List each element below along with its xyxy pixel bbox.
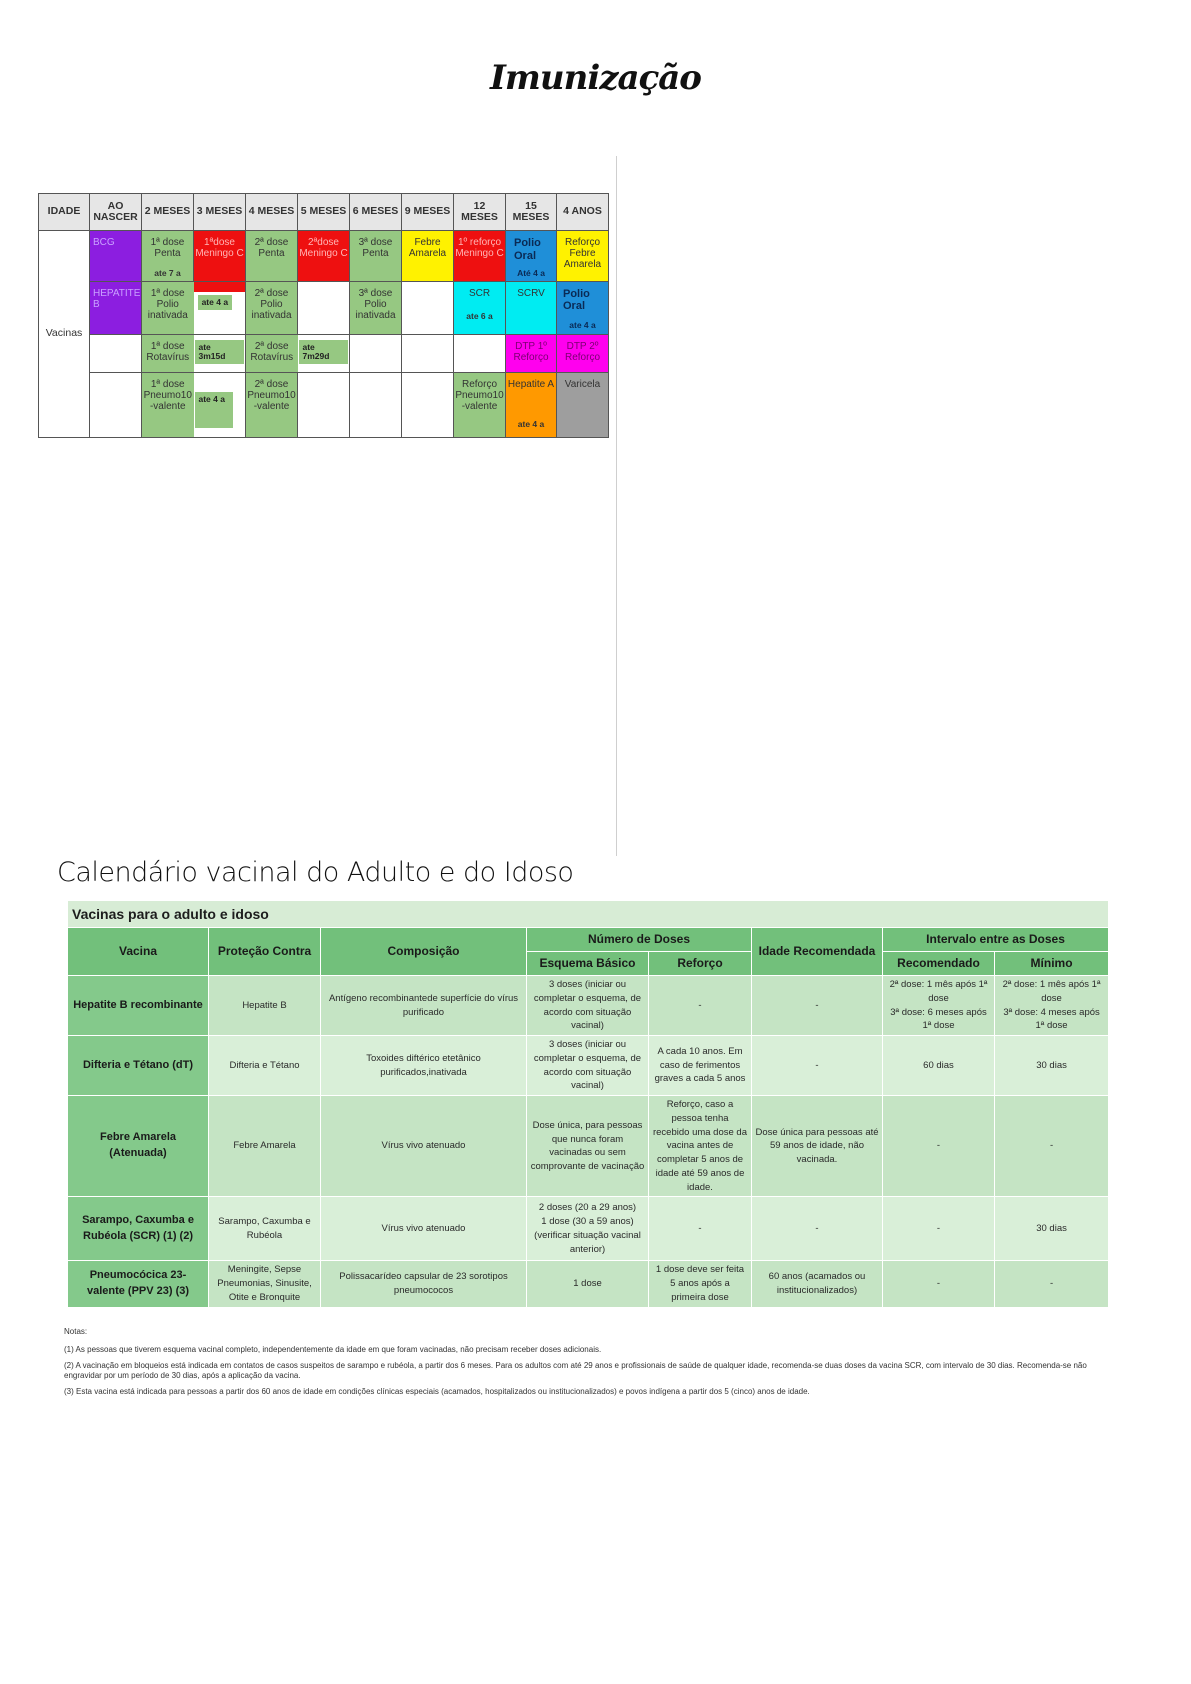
cell-idade: - (752, 1036, 883, 1096)
schedule-row-1 (39, 231, 609, 282)
adult-vaccine-table (67, 900, 1109, 1308)
cell-febre-amarela: Febre Amarela (402, 231, 454, 282)
cell-pneumo-reforco: Reforço Pneumo10 -valente (454, 373, 506, 438)
cell-pneumo-2: 2ª dose Pneumo10 -valente (246, 373, 298, 438)
table-row (68, 1261, 1109, 1307)
header-9-meses: 9 MESES (402, 194, 454, 231)
note-2: (2) A vacinação em bloqueios está indicada em contatos de casos suspeitos de sarampo e rubéola, a partir dos 6 meses. Para os adultos com até 29 anos e profissionais de saúde de qualquer idade, recomenda-se duas doses da vacina SCR, com intervalo de 30 dias. Recomenda-se não engravidar por um período de 30 dias, após a aplicação da vacina. (64, 1360, 1087, 1381)
cell-empty-5m-r4 (298, 373, 350, 438)
rotavirus-2-limit: ate 7m29d (298, 339, 350, 366)
header-15-meses: 15 MESES (506, 194, 557, 231)
cell-empty-9m-r2 (402, 282, 454, 335)
cell-reforco: A cada 10 anos. Em caso de ferimentos graves a cada 5 anos (649, 1036, 752, 1096)
notes-title: Notas: (64, 1327, 88, 1336)
notes (64, 1327, 1124, 1403)
cell-empty-nascer-r3 (90, 334, 142, 372)
table-row (68, 1036, 1109, 1096)
cell-polio-3: 3ª dose Polio inativada (350, 282, 402, 335)
cell-minimo: 30 dias (995, 1197, 1109, 1261)
cell-recomendado: - (883, 1096, 995, 1197)
cell-protecao: Difteria e Tétano (209, 1036, 321, 1096)
rotavirus-1-limit: ate 3m15d (194, 339, 246, 366)
cell-protecao: Meningite, Sepse Pneumonias, Sinusite, Otite e Bronquite (209, 1261, 321, 1307)
cell-rotavirus-1: 1ª dose Rotavírus ate 3m15d (142, 334, 246, 372)
cell-dtp-2: DTP 2º Reforço (557, 334, 609, 372)
cell-scrv: SCRV (506, 282, 557, 335)
schedule-row-3 (39, 334, 609, 372)
cell-composicao: Toxoides diftérico etetânico purificados,inativada (321, 1036, 527, 1096)
child-vaccine-schedule (38, 193, 609, 438)
cell-composicao: Polissacarídeo capsular de 23 sorotipos pneumococos (321, 1261, 527, 1307)
col-idade: Idade Recomendada (752, 928, 883, 976)
table-row (68, 1197, 1109, 1261)
cell-polio-oral-1: Polio Oral Até 4 a (506, 231, 557, 282)
cell-vacina: Difteria e Tétano (dT) (68, 1036, 209, 1096)
cell-empty-9m-r3 (402, 334, 454, 372)
pneumo-1-limit: ate 4 a (194, 391, 234, 429)
cell-esquema: 3 doses (iniciar ou completar o esquema, de acordo com situação vacinal) (527, 1036, 649, 1096)
cell-composicao: Vírus vivo atenuado (321, 1096, 527, 1197)
cell-esquema: 1 dose (527, 1261, 649, 1307)
cell-vacina: Febre Amarela (Atenuada) (68, 1096, 209, 1197)
col-reforco: Reforço (649, 952, 752, 976)
cell-penta-2: 2ª dose Penta (246, 231, 298, 282)
cell-dtp-1: DTP 1º Reforço (506, 334, 557, 372)
header-6-meses: 6 MESES (350, 194, 402, 231)
header-4-meses: 4 MESES (246, 194, 298, 231)
header-4-anos: 4 ANOS (557, 194, 609, 231)
adult-section-heading: Calendário vacinal do Adulto e do Idoso (57, 857, 574, 888)
cell-empty-nascer-r4 (90, 373, 142, 438)
cell-scr: SCR ate 6 a (454, 282, 506, 335)
polio-1-limit: ate 4 a (197, 294, 233, 311)
cell-composicao: Vírus vivo atenuado (321, 1197, 527, 1261)
cell-empty-6m-r4 (350, 373, 402, 438)
cell-idade: - (752, 976, 883, 1036)
cell-esquema: Dose única, para pessoas que nunca foram vacinadas ou sem comprovante de vacinação (527, 1096, 649, 1197)
schedule-header-row (39, 194, 609, 231)
cell-minimo: 2ª dose: 1 mês após 1ª dose 3ª dose: 4 meses após 1ª dose (995, 976, 1109, 1036)
cell-minimo: 30 dias (995, 1036, 1109, 1096)
cell-reforco: - (649, 976, 752, 1036)
cell-empty-12m-r3 (454, 334, 506, 372)
cell-reforco: 1 dose deve ser feita 5 anos após a primeira dose (649, 1261, 752, 1307)
cell-reforco-febre: Reforço Febre Amarela (557, 231, 609, 282)
cell-vacina: Pneumocócica 23-valente (PPV 23) (3) (68, 1261, 209, 1307)
col-composicao: Composição (321, 928, 527, 976)
col-esquema: Esquema Básico (527, 952, 649, 976)
table-row (68, 976, 1109, 1036)
cell-recomendado: 60 dias (883, 1036, 995, 1096)
cell-idade: Dose única para pessoas até 59 anos de idade, não vacinada. (752, 1096, 883, 1197)
cell-esquema: 2 doses (20 a 29 anos) 1 dose (30 a 59 anos) (verificar situação vacinal anterior) (527, 1197, 649, 1261)
adult-table-caption: Vacinas para o adulto e idoso (68, 901, 1109, 928)
cell-empty-6m-r3 (350, 334, 402, 372)
cell-empty-5m-r2 (298, 282, 350, 335)
cell-polio-oral-2: Polio Oral ate 4 a (557, 282, 609, 335)
cell-varicela: Varicela (557, 373, 609, 438)
cell-penta-1: 1ª dose Penta ate 7 a (142, 231, 194, 282)
cell-meningo-2: 2ªdose Meningo C (298, 231, 350, 282)
schedule-row-2 (39, 282, 609, 335)
col-vacina: Vacina (68, 928, 209, 976)
cell-recomendado: - (883, 1197, 995, 1261)
column-divider (616, 156, 617, 856)
cell-minimo: - (995, 1096, 1109, 1197)
cell-hepatite-b: HEPATITE B (90, 282, 142, 335)
header-idade: IDADE (39, 194, 90, 231)
note-3: (3) Esta vacina está indicada para pessoas a partir dos 60 anos de idade em condições clínicas especiais (acamados, hospitalizados ou institucionalizados) e povos indígena a partir dos 5 (cinco) anos de idade. (64, 1387, 810, 1397)
col-protecao: Proteção Contra (209, 928, 321, 976)
header-3-meses: 3 MESES (194, 194, 246, 231)
page-title: Imunização (490, 58, 701, 98)
cell-penta-3: 3ª dose Penta (350, 231, 402, 282)
cell-recomendado: 2ª dose: 1 mês após 1ª dose 3ª dose: 6 meses após 1ª dose (883, 976, 995, 1036)
cell-reforco: Reforço, caso a pessoa tenha recebido uma dose da vacina antes de completar 5 anos de idade até 59 anos de idade. (649, 1096, 752, 1197)
cell-composicao: Antígeno recombinantede superfície do vírus purificado (321, 976, 527, 1036)
header-5-meses: 5 MESES (298, 194, 350, 231)
cell-pneumo-1: 1ª dose Pneumo10 -valente ate 4 a (142, 373, 246, 438)
header-ao-nascer: AO NASCER (90, 194, 142, 231)
table-row (68, 1096, 1109, 1197)
cell-empty-9m-r4 (402, 373, 454, 438)
col-numero-doses: Número de Doses (527, 928, 752, 952)
cell-protecao: Febre Amarela (209, 1096, 321, 1197)
cell-vacina: Sarampo, Caxumba e Rubéola (SCR) (1) (2) (68, 1197, 209, 1261)
col-recomendado: Recomendado (883, 952, 995, 976)
schedule-row-4 (39, 373, 609, 438)
cell-protecao: Hepatite B (209, 976, 321, 1036)
col-intervalo: Intervalo entre as Doses (883, 928, 1109, 952)
cell-vacina: Hepatite B recombinante (68, 976, 209, 1036)
cell-idade: 60 anos (acamados ou institucionalizados) (752, 1261, 883, 1307)
cell-rotavirus-2: 2ª dose Rotavírus ate 7m29d (246, 334, 350, 372)
cell-hepatite-a: Hepatite A ate 4 a (506, 373, 557, 438)
header-2-meses: 2 MESES (142, 194, 194, 231)
cell-polio-2: 2ª dose Polio inativada (246, 282, 298, 335)
cell-protecao: Sarampo, Caxumba e Rubéola (209, 1197, 321, 1261)
cell-reforco: - (649, 1197, 752, 1261)
note-1: (1) As pessoas que tiverem esquema vacinal completo, independentemente da idade em que foram vacinadas, não precisam receber doses adicionais. (64, 1344, 602, 1354)
cell-bcg: BCG (90, 231, 142, 282)
cell-minimo: - (995, 1261, 1109, 1307)
cell-idade: - (752, 1197, 883, 1261)
col-minimo: Mínimo (995, 952, 1109, 976)
row-label-vacinas: Vacinas (39, 231, 90, 438)
header-12-meses: 12 MESES (454, 194, 506, 231)
cell-meningo-1: 1ªdose Meningo C (194, 231, 246, 282)
cell-recomendado: - (883, 1261, 995, 1307)
cell-esquema: 3 doses (iniciar ou completar o esquema, de acordo com situação vacinal) (527, 976, 649, 1036)
cell-reforco-meningo: 1º reforço Meningo C (454, 231, 506, 282)
cell-polio-1: 1ª dose Polio inativada ate 4 a (142, 282, 246, 335)
